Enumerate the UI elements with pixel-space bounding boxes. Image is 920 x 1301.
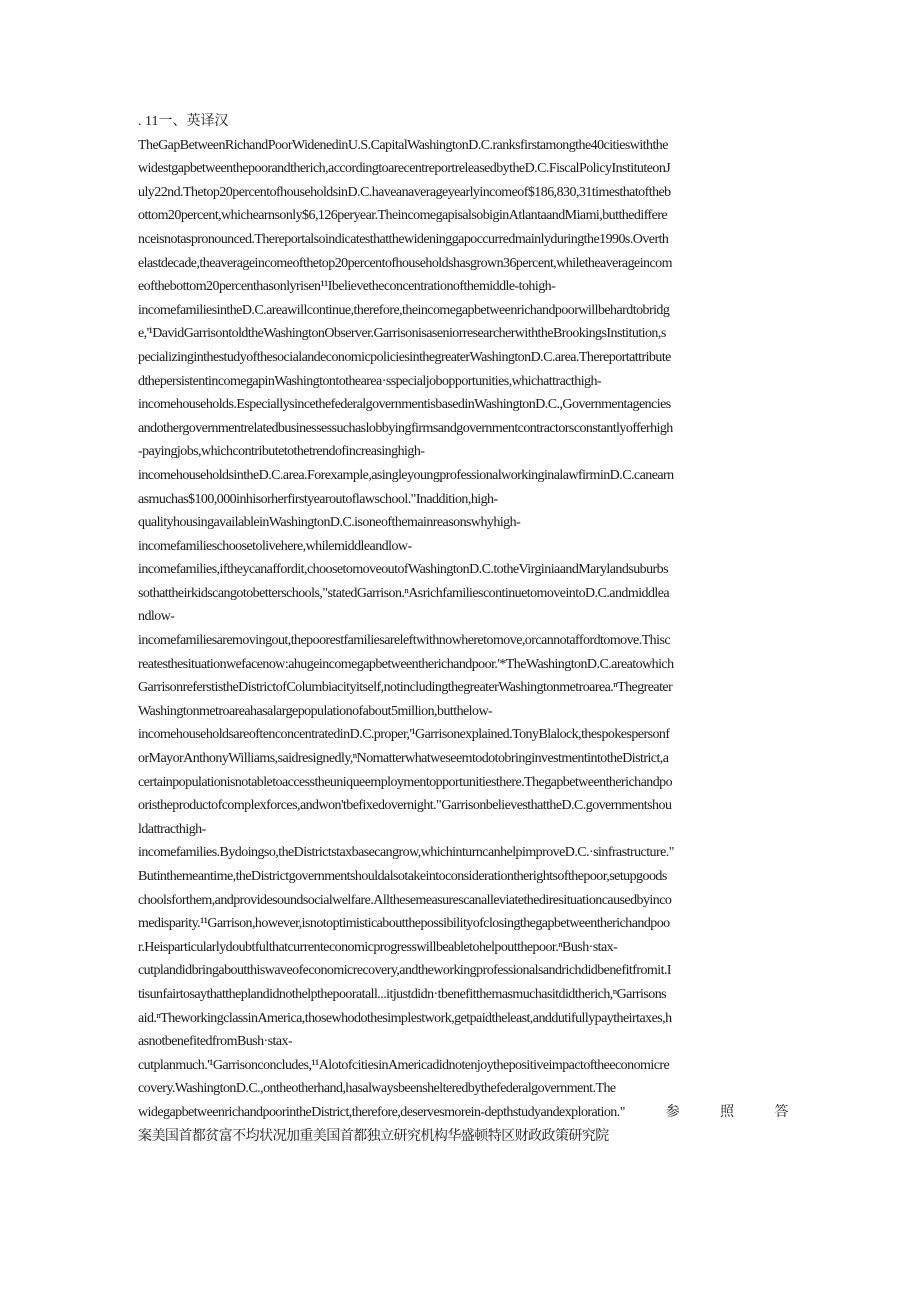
text-line: certainpopulationisnotabletoaccesstheuniqueemploymentopportunitiesthere.Thegapbetweentherichandpo <box>138 774 673 790</box>
text-line: covery.WashingtonD.C.,ontheotherhand,hasalwaysbeenshelteredbythefederalgovernment.The <box>138 1081 616 1097</box>
text-line: widestgapbetweenthepoorandtherich,accordingtoarecentreportreleasedbytheD.C.FiscalPolicyInstituteonJ <box>138 161 671 177</box>
text-line: e,'¹DavidGarrisontoldtheWashingtonObserver.GarrisonisaseniorresearcherwiththeBrookingsInstitution,s <box>138 326 666 342</box>
text-line: reatesthesituationwefacenow:ahugeincomegapbetweentherichandpoor.'*TheWashingtonD.C.areatowhich <box>138 656 674 672</box>
text-line: Butinthemeantime,theDistrictgovernmentshouldalsotakeintoconsiderationtherightsofthepoor,setupgoods <box>138 869 667 884</box>
text-line: incomehouseholdsintheD.C.area.Forexample,asingleyoungprofessionalworkinginalawfirminD.C.canearn <box>138 467 674 483</box>
text-line: -payingjobs,whichcontributetothetrendofincreasinghigh- <box>138 444 425 460</box>
text-line: choolsforthem,andprovidesoundsocialwelfare.Allthesemeasurescanalleviatethediresituationcausedbyinco <box>138 892 672 908</box>
text-line: oristheproductofcomplexforces,andwon'tbefixedovernight."GarrisonbelievesthattheD.C.governmentshou <box>138 798 672 814</box>
text-line: ottom20percent,whichearnsonly$6,126peryear.TheincomegapisalsobiginAtlantaandMiami,butthediffere <box>138 208 668 224</box>
text-line: dthepersistentincomegapinWashingtontothearea·sspecialjobopportunities,whichattracthigh- <box>138 373 602 389</box>
text-line: r.Heisparticularlydoubtfulthatcurrenteconomicprogresswillbeabletohelpoutthepoor.ⁿBush·stax- <box>138 939 618 955</box>
text-line: 案美国首都贫富不均状况加重美国首都独立研究机构华盛顿特区财政政策研究院 <box>138 1128 609 1144</box>
text-line: ndlow- <box>138 609 175 625</box>
text-line: TheGapBetweenRichandPoorWidenedinU.S.CapitalWashingtonD.C.ranksfirstamongthe40citieswiththe <box>138 137 668 153</box>
text-line: cutplanmuch.'¹Garrisonconcludes,¹¹AlotofcitiesinAmericadidnotenjoythepositiveimpactoftheeconomicre <box>138 1057 670 1073</box>
text-line: incomehouseholds.EspeciallysincethefederalgovernmentisbasedinWashingtonD.C.,Governmentagencies <box>138 397 671 413</box>
text-line: Washingtonmetroareahasalargepopulationofabout5million,butthelow- <box>138 703 493 719</box>
text-line: orMayorAnthonyWilliams,saidresignedly,ⁿNomatterwhatweseemtodotobringinvestmentintotheDistrict,a <box>138 751 669 767</box>
text-line: incomefamilies,iftheycanaffordit,choosetomoveoutofWashingtonD.C.totheVirginiaandMarylandsuburbs <box>138 562 669 578</box>
document-body <box>138 110 788 1148</box>
text-line: quality​housingavailableinWashingtonD.C.isoneofthemainreasonswhyhigh- <box>138 515 521 531</box>
text-line: ldattracthigh- <box>138 821 206 837</box>
text-line: elastdecade,theaverageincomeofthetop20percentofhouseholdshasgrown36percent,whiletheaverageincom <box>138 255 672 271</box>
text-line: GarrisonreferstistheDistrictofColumbiacityitself,notincludingthegreaterWashingtonmetroarea.ⁿThegreater <box>138 680 673 696</box>
text-line: incomefamilieschoosetolivehere,whilemiddleandlow- <box>138 538 412 554</box>
text-line: asmuchas$100,000inhisorherfirstyearoutoflawschool."Inaddition,high- <box>138 491 498 507</box>
section-heading: . 11一、英译汉 <box>138 114 229 129</box>
text-line: pecializinginthestudyofthesocialandeconomicpoliciesinthegreaterWashingtonD.C.area.Thereportattribute <box>138 349 671 365</box>
text-line: sothattheirkidscangotobetterschools,"statedGarrison.ⁿAsrichfamiliescontinuetomoveintoD.C.andmiddlea <box>138 585 670 601</box>
text-line: medisparity.¹¹Garrison,however,isnotoptimisticaboutthepossibilityofclosingthegapbetweentherichandpoo <box>138 916 670 932</box>
text-line: incomefamiliesintheD.C.areawillcontinue,therefore,theincomegapbetweenrichandpoorwillbehardtobridg <box>138 302 670 318</box>
text-line: asnotbenefitedfromBush·stax- <box>138 1034 293 1050</box>
text-line: tisunfairtosaythattheplandidnothelpthepooratall...itjustdidn·tbenefitthemasmuchasitdidtherich,ⁿGarrisons <box>138 986 667 1002</box>
text-line: incomefamilies.Bydoingso,theDistrictstaxbasecangrow,whichinturncanhelpimproveD.C.·sinfrastructure." <box>138 845 674 861</box>
text-line: incomehouseholdsareoftenconcentratedinD.C.proper,'¹Garrisonexplained.TonyBlalock,thespokespersonf <box>138 727 670 743</box>
text-line: andothergovernmentrelatedbusinessessuchaslobbyingfirmsandgovernmentcontractorsconstantlyofferhigh <box>138 420 673 436</box>
text-line: aid.ⁿTheworkingclassinAmerica,thosewhodothesimplestwork,getpaidtheleast,anddutifullypaytheirtaxes,h <box>138 1010 672 1026</box>
text-line: widegapbetweenrichandpoorintheDistrict,therefore,deservesmorein-depthstudyandexploration."参照答 <box>138 1104 788 1120</box>
text-line: uly22nd.Thetop20percentofhouseholdsinD.C.haveanaverageyearlyincomeof$186,830,31timesthatoftheb <box>138 184 671 200</box>
text-line: incomefamiliesaremovingout,thepoorestfamiliesareleftwithnowheretomove,orcannotaffordtomove.Thisc <box>138 633 671 649</box>
text-line: cutplandidbringaboutthiswaveofeconomicrecovery,andtheworkingprofessionalsandrichdidbenefitfromit.I <box>138 963 672 979</box>
text-line: eofthebottom20percenthasonlyrisen¹¹Ibelievetheconcentrationofthemiddle-tohigh- <box>138 279 556 295</box>
text-line: nceisnotaspronounced.Thereportalsoindicatesthatthewideninggapoccurredmainlyduringthe1990s.Overth <box>138 231 669 247</box>
